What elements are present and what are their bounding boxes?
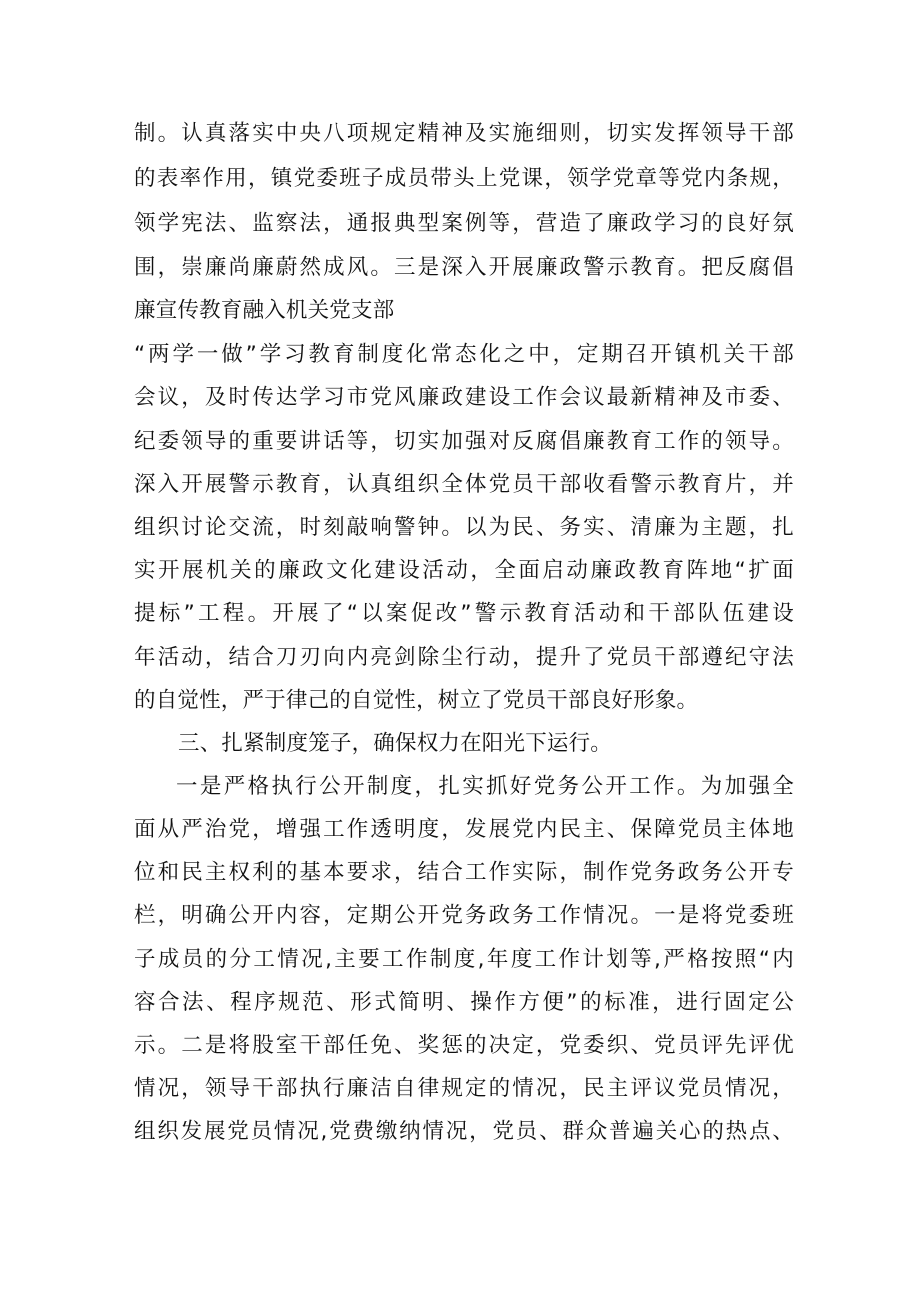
text-line-17: 面从严治党，增强工作透明度，发展党内民主、保障党员主体地 <box>134 817 794 842</box>
text-line-3: 领学宪法、监察法，通报典型案例等，营造了廉政学习的良好氛 <box>134 211 794 236</box>
text-line-18: 位和民主权利的基本要求，结合工作实际，制作党务政务公开专 <box>134 860 794 885</box>
text-line-8: 纪委领导的重要讲话等，切实加强对反腐倡廉教育工作的领导。 <box>134 429 794 454</box>
section-heading: 三、扎紧制度笼子，确保权力在阳光下运行。 <box>178 731 613 756</box>
text-line-22: 示。二是将股室干部任免、奖惩的决定，党委织、党员评先评优 <box>134 1033 794 1058</box>
text-line-9: 深入开展警示教育，认真组织全体党员干部收看警示教育片，并 <box>134 472 794 497</box>
text-line-19: 栏，明确公开内容，定期公开党务政务工作情况。一是将党委班 <box>134 903 794 928</box>
text-line-5: 廉宣传教育融入机关党支部 <box>134 298 395 323</box>
text-line-2: 的表率作用，镇党委班子成员带头上党课，领学党章等党内条规， <box>134 166 794 191</box>
text-line-14: 的自觉性，严于律己的自觉性，树立了党员干部良好形象。 <box>134 688 699 713</box>
text-line-12: 提标”工程。开展了“以案促改”警示教育活动和干部队伍建设 <box>134 601 794 626</box>
text-line-13: 年活动，结合刀刃向内亮剑除尘行动，提升了党员干部遵纪守法 <box>134 645 794 670</box>
text-line-16: 一是严格执行公开制度，扎实抓好党务公开工作。为加强全 <box>176 774 794 799</box>
text-line-20: 子成员的分工情况,主要工作制度,年度工作计划等,严格按照“内 <box>134 947 794 972</box>
text-line-24: 组织发展党员情况,党费缴纳情况，党员、群众普遍关心的热点、 <box>134 1119 794 1144</box>
text-line-10: 组织讨论交流，时刻敲响警钟。以为民、务实、清廉为主题，扎 <box>134 515 794 540</box>
text-line-7: 会议，及时传达学习市党风廉政建设工作会议最新精神及市委、 <box>134 385 794 410</box>
text-line-1: 制。认真落实中央八项规定精神及实施细则，切实发挥领导干部 <box>134 121 794 146</box>
text-line-11: 实开展机关的廉政文化建设活动，全面启动廉政教育阵地“扩面 <box>134 558 794 583</box>
text-line-23: 情况，领导干部执行廉洁自律规定的情况，民主评议党员情况， <box>134 1076 794 1101</box>
text-line-4: 围，崇廉尚廉蔚然成风。三是深入开展廉政警示教育。把反腐倡 <box>134 255 794 280</box>
text-line-21: 容合法、程序规范、形式简明、操作方便”的标准，进行固定公 <box>134 990 794 1015</box>
text-line-6: “两学一做”学习教育制度化常态化之中，定期召开镇机关干部 <box>134 342 794 367</box>
